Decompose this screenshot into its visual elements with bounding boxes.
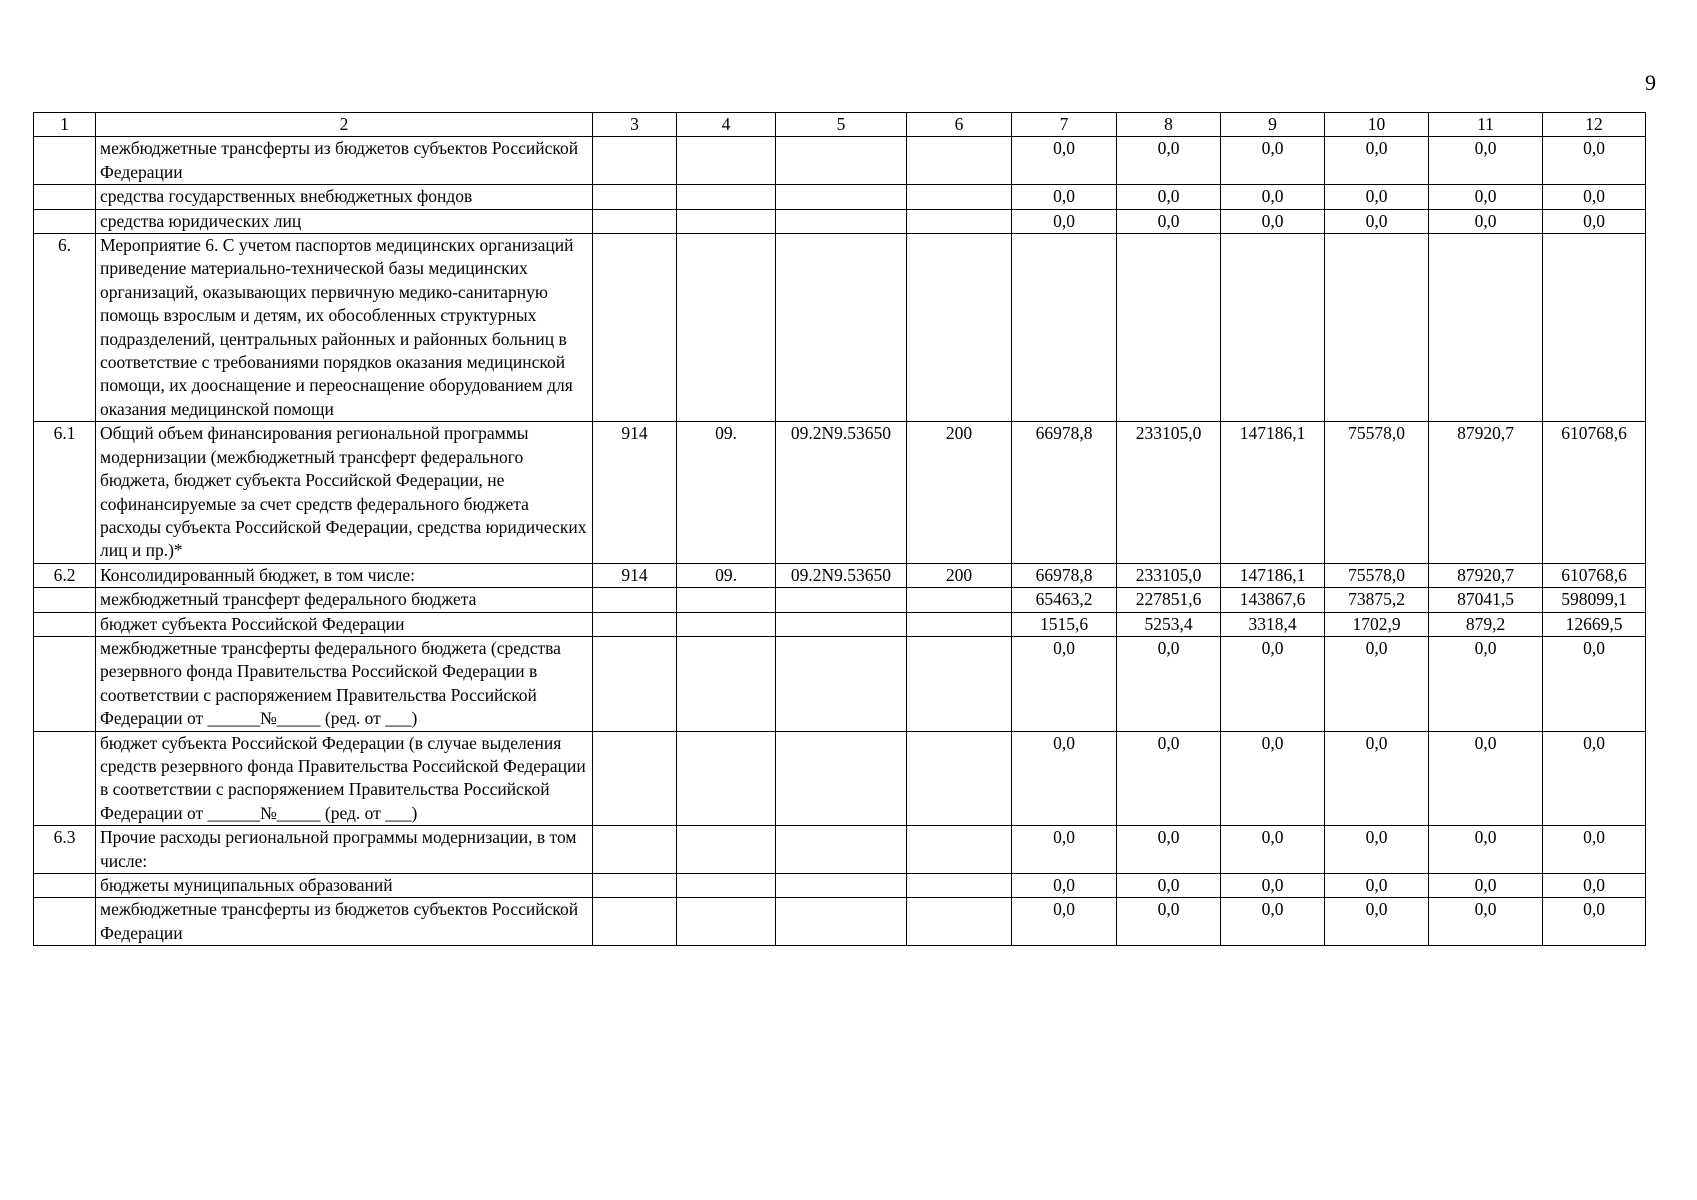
row-name-cell: Консолидированный бюджет, в том числе: (96, 563, 593, 587)
value-cell: 143867,6 (1221, 588, 1325, 612)
value-cell: 610768,6 (1543, 563, 1646, 587)
table-row (34, 422, 1646, 563)
table-row (34, 588, 1646, 612)
table-row (34, 563, 1646, 587)
value-cell: 610768,6 (1543, 422, 1646, 563)
section-cell (677, 731, 776, 826)
target-article-cell (776, 826, 907, 874)
code-cell (593, 898, 677, 946)
value-cell: 0,0 (1012, 731, 1117, 826)
value-cell: 0,0 (1429, 636, 1543, 731)
target-article-cell (776, 209, 907, 233)
value-cell: 0,0 (1325, 731, 1429, 826)
row-number-cell: 6.1 (34, 422, 96, 563)
target-article-cell (776, 234, 907, 422)
value-cell: 5253,4 (1117, 612, 1221, 636)
value-cell: 0,0 (1325, 826, 1429, 874)
code-cell (593, 826, 677, 874)
value-cell: 0,0 (1429, 137, 1543, 185)
code-cell (593, 731, 677, 826)
value-cell: 0,0 (1012, 826, 1117, 874)
table-row (34, 612, 1646, 636)
value-cell: 87041,5 (1429, 588, 1543, 612)
value-cell: 0,0 (1429, 898, 1543, 946)
column-header: 8 (1117, 113, 1221, 137)
value-cell: 3318,4 (1221, 612, 1325, 636)
value-cell: 12669,5 (1543, 612, 1646, 636)
value-cell: 0,0 (1325, 874, 1429, 898)
value-cell (1221, 234, 1325, 422)
value-cell: 0,0 (1325, 209, 1429, 233)
value-cell: 0,0 (1543, 185, 1646, 209)
row-number-cell (34, 588, 96, 612)
value-cell: 0,0 (1543, 731, 1646, 826)
code-cell (593, 612, 677, 636)
value-cell: 66978,8 (1012, 422, 1117, 563)
value-cell: 0,0 (1012, 137, 1117, 185)
target-article-cell (776, 898, 907, 946)
target-article-cell (776, 612, 907, 636)
row-name-cell: Мероприятие 6. С учетом паспортов медицинских организаций приведение материально-технической базы медицинских организаций, оказывающих первичную медико-санитарную помощь взрослым и детям, их обособленных структурных подразделений, центральных районных и районных больниц в соответствие с требованиями порядков оказания медицинской помощи, их дооснащение и переоснащение оборудованием для оказания медицинской помощи (96, 234, 593, 422)
section-cell (677, 636, 776, 731)
value-cell: 598099,1 (1543, 588, 1646, 612)
expense-type-cell (907, 588, 1012, 612)
column-header: 3 (593, 113, 677, 137)
code-cell: 914 (593, 563, 677, 587)
row-name-cell: бюджеты муниципальных образований (96, 874, 593, 898)
value-cell: 1702,9 (1325, 612, 1429, 636)
target-article-cell (776, 636, 907, 731)
section-cell: 09. (677, 563, 776, 587)
value-cell: 1515,6 (1012, 612, 1117, 636)
row-number-cell (34, 612, 96, 636)
code-cell (593, 636, 677, 731)
value-cell: 147186,1 (1221, 563, 1325, 587)
value-cell: 0,0 (1429, 185, 1543, 209)
value-cell: 0,0 (1429, 209, 1543, 233)
expense-type-cell: 200 (907, 422, 1012, 563)
value-cell: 227851,6 (1117, 588, 1221, 612)
value-cell (1325, 234, 1429, 422)
table-row (34, 874, 1646, 898)
expense-type-cell (907, 234, 1012, 422)
column-header: 11 (1429, 113, 1543, 137)
column-header: 4 (677, 113, 776, 137)
expense-type-cell (907, 209, 1012, 233)
value-cell: 75578,0 (1325, 563, 1429, 587)
section-cell (677, 826, 776, 874)
expense-type-cell: 200 (907, 563, 1012, 587)
table-row (34, 209, 1646, 233)
expense-type-cell (907, 826, 1012, 874)
value-cell: 0,0 (1543, 898, 1646, 946)
row-number-cell: 6. (34, 234, 96, 422)
value-cell: 0,0 (1429, 731, 1543, 826)
value-cell: 0,0 (1012, 874, 1117, 898)
value-cell: 0,0 (1117, 185, 1221, 209)
value-cell: 0,0 (1221, 185, 1325, 209)
value-cell: 0,0 (1543, 137, 1646, 185)
expense-type-cell (907, 731, 1012, 826)
value-cell: 0,0 (1325, 898, 1429, 946)
row-name-cell: средства юридических лиц (96, 209, 593, 233)
column-header: 12 (1543, 113, 1646, 137)
column-header: 9 (1221, 113, 1325, 137)
value-cell: 65463,2 (1012, 588, 1117, 612)
row-number-cell: 6.2 (34, 563, 96, 587)
value-cell: 0,0 (1117, 209, 1221, 233)
section-cell (677, 209, 776, 233)
value-cell: 0,0 (1117, 826, 1221, 874)
value-cell: 879,2 (1429, 612, 1543, 636)
value-cell: 0,0 (1543, 874, 1646, 898)
expense-type-cell (907, 137, 1012, 185)
value-cell: 0,0 (1221, 826, 1325, 874)
row-number-cell: 6.3 (34, 826, 96, 874)
value-cell: 0,0 (1117, 137, 1221, 185)
row-name-cell: межбюджетные трансферты федерального бюджета (средства резервного фонда Правительства Российской Федерации в соответствии с распоряжением Правительства Российской Федерации от ______№_____ (ред. от ___) (96, 636, 593, 731)
value-cell: 0,0 (1325, 137, 1429, 185)
section-cell (677, 185, 776, 209)
value-cell: 0,0 (1221, 898, 1325, 946)
row-name-cell: межбюджетные трансферты из бюджетов субъектов Российской Федерации (96, 137, 593, 185)
row-number-cell (34, 209, 96, 233)
column-header: 7 (1012, 113, 1117, 137)
target-article-cell: 09.2N9.53650 (776, 422, 907, 563)
value-cell (1012, 234, 1117, 422)
column-header: 10 (1325, 113, 1429, 137)
target-article-cell (776, 137, 907, 185)
value-cell: 0,0 (1117, 636, 1221, 731)
value-cell: 0,0 (1012, 185, 1117, 209)
row-number-cell (34, 731, 96, 826)
section-cell (677, 234, 776, 422)
row-number-cell (34, 636, 96, 731)
value-cell: 66978,8 (1012, 563, 1117, 587)
value-cell: 233105,0 (1117, 563, 1221, 587)
value-cell: 147186,1 (1221, 422, 1325, 563)
value-cell: 0,0 (1117, 898, 1221, 946)
section-cell (677, 588, 776, 612)
row-name-cell: Прочие расходы региональной программы модернизации, в том числе: (96, 826, 593, 874)
row-name-cell: Общий объем финансирования региональной программы модернизации (межбюджетный трансферт федерального бюджета, бюджет субъекта Российской Федерации, не софинансируемые за счет средств федерального бюджета расходы субъекта Российской Федерации, средства юридических лиц и пр.)* (96, 422, 593, 563)
value-cell (1543, 234, 1646, 422)
value-cell: 0,0 (1012, 898, 1117, 946)
value-cell: 0,0 (1543, 826, 1646, 874)
table-row (34, 826, 1646, 874)
target-article-cell (776, 588, 907, 612)
column-header: 1 (34, 113, 96, 137)
code-cell (593, 185, 677, 209)
value-cell: 0,0 (1012, 636, 1117, 731)
value-cell: 0,0 (1221, 731, 1325, 826)
column-header: 6 (907, 113, 1012, 137)
value-cell: 0,0 (1325, 636, 1429, 731)
code-cell (593, 874, 677, 898)
table-row (34, 185, 1646, 209)
table-row (34, 731, 1646, 826)
target-article-cell (776, 731, 907, 826)
value-cell: 0,0 (1117, 731, 1221, 826)
value-cell: 0,0 (1012, 209, 1117, 233)
expense-type-cell (907, 185, 1012, 209)
value-cell: 0,0 (1429, 826, 1543, 874)
target-article-cell (776, 874, 907, 898)
row-name-cell: средства государственных внебюджетных фондов (96, 185, 593, 209)
value-cell: 73875,2 (1325, 588, 1429, 612)
table-row (34, 137, 1646, 185)
value-cell: 0,0 (1543, 636, 1646, 731)
value-cell: 0,0 (1221, 137, 1325, 185)
row-number-cell (34, 874, 96, 898)
value-cell (1429, 234, 1543, 422)
row-name-cell: бюджет субъекта Российской Федерации (96, 612, 593, 636)
section-cell: 09. (677, 422, 776, 563)
value-cell: 0,0 (1221, 636, 1325, 731)
row-name-cell: межбюджетный трансферт федерального бюджета (96, 588, 593, 612)
value-cell (1117, 234, 1221, 422)
expense-type-cell (907, 612, 1012, 636)
value-cell: 75578,0 (1325, 422, 1429, 563)
row-number-cell (34, 137, 96, 185)
expense-type-cell (907, 874, 1012, 898)
code-cell (593, 209, 677, 233)
section-cell (677, 898, 776, 946)
column-header: 5 (776, 113, 907, 137)
page-number: 9 (1645, 70, 1656, 95)
budget-table (33, 112, 1646, 946)
section-cell (677, 874, 776, 898)
value-cell: 0,0 (1325, 185, 1429, 209)
value-cell: 0,0 (1221, 209, 1325, 233)
value-cell: 0,0 (1117, 874, 1221, 898)
code-cell (593, 137, 677, 185)
target-article-cell: 09.2N9.53650 (776, 563, 907, 587)
header-row (34, 113, 1646, 137)
row-name-cell: бюджет субъекта Российской Федерации (в случае выделения средств резервного фонда Правительства Российской Федерации в соответствии с распоряжением Правительства Российской Федерации от ______№_____ (ред. от ___) (96, 731, 593, 826)
target-article-cell (776, 185, 907, 209)
value-cell: 87920,7 (1429, 563, 1543, 587)
code-cell (593, 234, 677, 422)
table-row (34, 636, 1646, 731)
code-cell (593, 588, 677, 612)
value-cell: 0,0 (1429, 874, 1543, 898)
value-cell: 0,0 (1543, 209, 1646, 233)
expense-type-cell (907, 898, 1012, 946)
row-number-cell (34, 898, 96, 946)
value-cell: 233105,0 (1117, 422, 1221, 563)
table-row (34, 898, 1646, 946)
column-header: 2 (96, 113, 593, 137)
row-name-cell: межбюджетные трансферты из бюджетов субъектов Российской Федерации (96, 898, 593, 946)
value-cell: 0,0 (1221, 874, 1325, 898)
section-cell (677, 612, 776, 636)
section-cell (677, 137, 776, 185)
expense-type-cell (907, 636, 1012, 731)
value-cell: 87920,7 (1429, 422, 1543, 563)
code-cell: 914 (593, 422, 677, 563)
table-row (34, 234, 1646, 422)
row-number-cell (34, 185, 96, 209)
